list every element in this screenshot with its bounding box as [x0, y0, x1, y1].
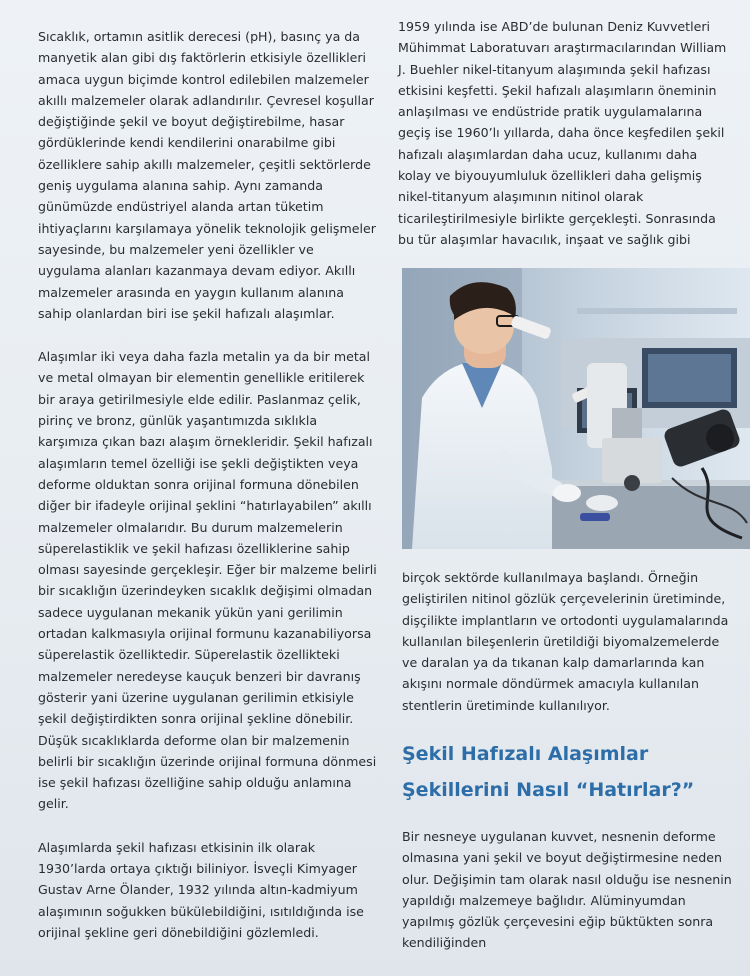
section-heading-line-2: Şekillerini Nasıl “Hatırlar?” — [402, 779, 695, 801]
right-column-bottom — [402, 826, 736, 954]
scientist-microscope-photo — [402, 268, 750, 549]
paragraph-deformation: Bir nesneye uygulanan kuvvet, nesnenin deforme olmasına yani şekil ve boyut değiştirmesine neden olur. Değişimin tam olarak nasıl olduğu ise nesnenin yapıldığı malzemeye bağlıdır. Alüminyumdan yapılmış gözlük çerçevesini eğip büktükten sonra kendiliğinden — [402, 829, 732, 951]
paragraph-history: Alaşımlarda şekil hafızası etkisinin ilk olarak 1930’larda ortaya çıktığı biliniyor. İsveçli Kimyager Gustav Arne Ölander, 1932 yılında altın-kadmiyum alaşımının soğukken bükülebildiğini, ısıtıldığında ise orijinal şekline geri dönebildiğini gözlemledi. — [38, 839, 364, 940]
paragraph-smart-materials: Sıcaklık, ortamın asitlik derecesi (pH), basınç ya da manyetik alan gibi dış faktörlerin etkisiyle özellikleri amaca uygun biçimde kontrol edilebilen malzemeler akıllı malzemeler olarak adlandırılır. Çevresel koşullar değiştiğinde şekil ve boyut değiştirebilme, hasar gördüklerinde kendi kendilerini onarabilme gibi özelliklere sahip akıllı malzemeler, çeşitli sektörlerde geniş uygulama alanına sahip. Aynı zamanda günümüzde endüstriyel alanda artan tüketim ihtiyaçlarını karşılamaya yönelik teknolojik gelişmeler sayesinde, bu malzemeler yeni özellikler ve uygulama alanları kazanmaya devam ediyor. Akıllı malzemeler arasında en yaygın kullanım alanına sahip olanlardan biri ise şekil hafızalı alaşımlar. — [38, 29, 376, 321]
paragraph-applications: birçok sektörde kullanılmaya başlandı. Örneğin geliştirilen nitinol gözlük çerçevelerinin üretiminde, dişçilikte implantların ve ortodonti uygulamalarında kullanılan bileşenlerin üretildiği biyomalzemelerde ve daralan ya da tıkanan kalp damarlarında kan akışını normale döndürmek amacıyla kullanılan stentlerin üretiminde kullanılıyor. — [402, 570, 729, 713]
paragraph-gap — [38, 815, 380, 837]
paragraph-gap — [38, 324, 380, 346]
right-column-middle — [402, 567, 732, 716]
paragraph-nitinol-discovery: 1959 yılında ise ABD’de bulunan Deniz Kuvvetleri Mühimmat Laboratuvarı araştırmacılarından William J. Buehler nikel-titanyum alaşımında şekil hafızası etkisini keşfetti. Şekil hafızalı alaşımların öneminin anlaşılması ve endüstride pratik uygulamalarına geçiş ise 1960’lı yıllarda, daha önce keşfedilen şekil hafızalı alaşımlardan daha ucuz, kullanımı daha kolay ve biyouyumluluk özellikleri daha gelişmiş nikel-titanyum alaşımının nitinol olarak ticarileştirilmesiyle birlikte gerçekleşti. Sonrasında bu tür alaşımlar havacılık, inşaat ve sağlık gibi — [398, 19, 727, 247]
section-heading — [402, 736, 732, 808]
left-column — [38, 26, 380, 943]
section-heading-line-1: Şekil Hafızalı Alaşımlar — [402, 743, 649, 765]
paragraph-alloys: Alaşımlar iki veya daha fazla metalin ya da bir metal ve metal olmayan bir elementin genellikle eritilerek bir araya getirilmesiyle elde edilir. Paslanmaz çelik, pirinç ve bronz, günlük yaşantımızda sıklıkla karşımıza çıkan bazı alaşım örnekleridir. Şekil hafızalı alaşımların temel özelliği ise şekli değiştikten veya deforme olduktan sonra orijinal formuna dönebilen diğer bir ifadeyle orijinal şeklini “hatırlayabilen” akıllı malzemeler olmalarıdır. Bu durum malzemelerin süperelastiklik ve şekil hafızası özelliklerine sahip olması sayesinde gerçekleşir. Eğer bir malzeme belirli bir sıcaklığın üzerindeyken sıcaklık değişimi olmadan sadece uygulanan mekanik yükün yani gerilimin ortadan kalkmasıyla orijinal formunu kazanabiliyorsa süperelastik özelliktedir. Süperelastik özellikteki malzemeler neredeyse kauçuk benzeri bir davranış gösterir yani üzerine uygulanan gerilimin etkisiyle şekil değiştirdikten sonra orijinal şekline dönebilir. Düşük sıcaklıklarda deforme olan bir malzemenin belirli bir sıcaklığın üzerinde orijinal formuna dönmesi ise şekil hafızası özelliğine sahip olduğu anlamına gelir. — [38, 349, 377, 812]
right-column-top — [398, 16, 728, 250]
